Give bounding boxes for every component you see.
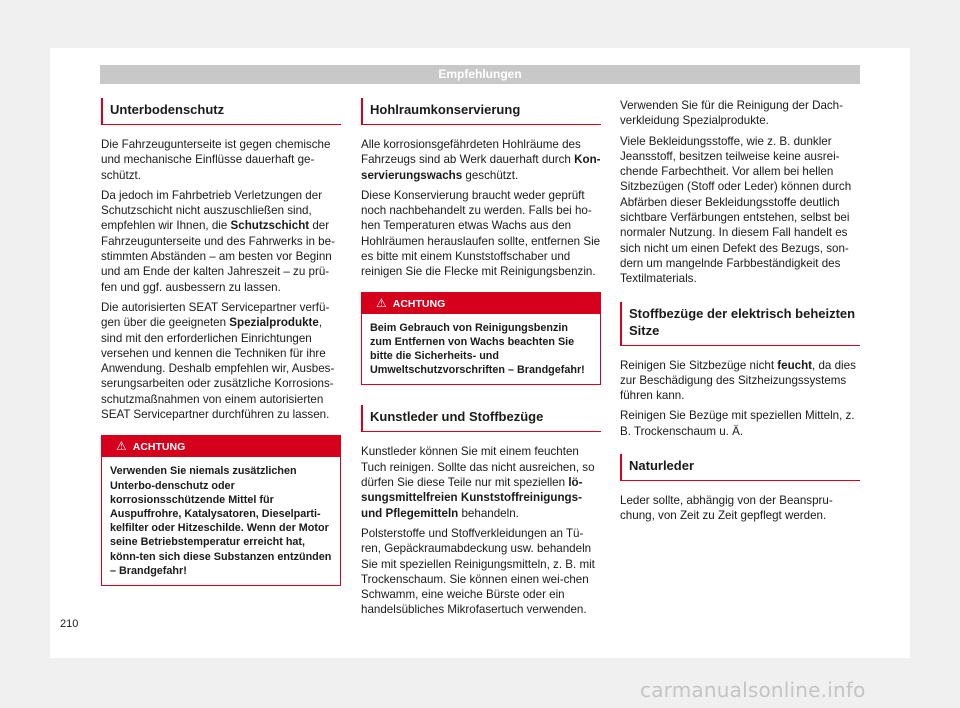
heading-hohlraumkonservierung: Hohlraumkonservierung [361,98,601,125]
paragraph: Alle korrosionsgefährdeten Hohlräume des Fahrzeugs sind ab Werk dauerhaft durch Kon-servierungswachs geschützt. [361,138,601,182]
section-header-title: Empfehlungen [438,67,522,81]
section-header-band [100,65,860,84]
heading-kunstleder-und-stoffbezuege: Kunstleder und Stoffbezüge [361,405,601,432]
warning-text: Verwenden Sie niemals zusätzlichen Unterbo-denschutz oder korrosionsschützende Mittel für Auspuffrohre, Katalysatoren, Dieselparti-kelfilter oder Hitzeschilde. Wenn der Motor seine Betriebstemperatur erreicht hat, könn-ten sich diese Substanzen entzünden – Brandgefahr! [110,465,332,577]
paragraph: Leder sollte, abhängig von der Beanspru-chung, von Zeit zu Zeit gepflegt werden. [620,494,833,523]
paragraph: Diese Konservierung braucht weder geprüft noch nachbehandelt zu werden. Falls bei ho-hen Temperaturen etwas Wachs aus den Hohlräumen herauslaufen sollte, entfernen Sie es bitte mit einem Kunststoffschaber und reinigen Sie die Flecke mit Reinigungsbenzin. [361,188,601,279]
paragraph: Polsterstoffe und Stoffverkleidungen an Tü-ren, Gepäckraumabdeckung usw. behandeln Sie mit speziellen Reinigungsmitteln, z. B. mit Trockenschaum. Sie können einen wei-chen Schwamm, eine weiche Bürste oder ein handelsübliches Mikrofasertuch verwenden. [361,526,595,617]
paragraph: Kunstleder können Sie mit einem feuchten Tuch reinigen. Sollte das nicht ausreichen, so dürfen Sie diese Teile nur mit speziellen lö-sungsmittelfreien Kunststoffreinigungs- und Pflegemitteln behandeln. [361,445,595,520]
watermark-text: carmanualsonline.info [640,678,866,702]
warning-text: Beim Gebrauch von Reinigungsbenzin zum Entfernen von Wachs beachten Sie bitte die Sicherheits- und Umweltschutzvorschriften – Brandgefahr! [370,321,585,377]
warning-header: ⚠ ACHTUNG [362,293,600,314]
warning-triangle-icon: ⚠ [116,439,127,454]
warning-triangle-icon: ⚠ [376,295,387,310]
heading-naturleder: Naturleder [620,454,860,481]
warning-header: ⚠ ACHTUNG [102,436,340,457]
page-number: 210 [60,618,79,630]
paragraph: Da jedoch im Fahrbetrieb Verletzungen der Schutzschicht nicht auszuschließen sind, empfehlen wir Ihnen, die Schutzschicht der Fahrzeugunterseite und des Fahrwerks in be-stimmten Abständen – am besten vor Beginn und am Ende der kalten Jahreszeit – zu prü-fen und ggf. ausbessern zu lassen. [101,188,335,294]
column-left [101,98,341,586]
paragraph: Die autorisierten SEAT Servicepartner verfü-gen über die geeigneten Spezialprodukte, sind mit den erforderlichen Einrichtungen versehen und kennen die Techniken für ihre Anwendung. Deshalb empfehlen wir, Ausbes-serungsarbeiten oder zusätzliche Korrosions-schutzmaßnahmen von einem autorisierten SEAT Servicepartner durchführen zu lassen. [101,300,335,422]
warning-box [101,435,341,586]
heading-stoffbezuege-beheizte-sitze: Stoffbezüge der elektrisch beheizten Sitze [620,302,860,346]
paragraph: Verwenden Sie für die Reinigung der Dach-verkleidung Spezialprodukte. [620,99,843,128]
warning-box [361,292,601,386]
paragraph: Viele Bekleidungsstoffe, wie z. B. dunkler Jeansstoff, besitzen teilweise keine ausrei-chende Farbechtheit. Vor allem bei hellen Sitzbezügen (Stoff oder Leder) können durch Abfärben dieser Bekleidungsstoffe deutlich sichtbare Verfärbungen entstehen, selbst bei normaler Nutzung. In diesem Fall handelt es sich nicht um einen Defekt des Bezugs, son-dern um mangelnde Farbbeständigkeit des Textilmaterials. [620,134,852,286]
paragraph: Reinigen Sie Bezüge mit speziellen Mitteln, z. B. Trockenschaum u. Ä. [620,409,855,438]
column-right [620,98,860,529]
paragraph: Reinigen Sie Sitzbezüge nicht feucht, da dies zur Beschädigung des Sitzheizungssystems führen kann. [620,358,856,403]
column-middle [361,98,601,623]
paragraph: Die Fahrzeugunterseite ist gegen chemische und mechanische Einflüsse dauerhaft ge-schützt. [101,138,331,182]
heading-unterbodenschutz: Unterbodenschutz [101,98,341,125]
